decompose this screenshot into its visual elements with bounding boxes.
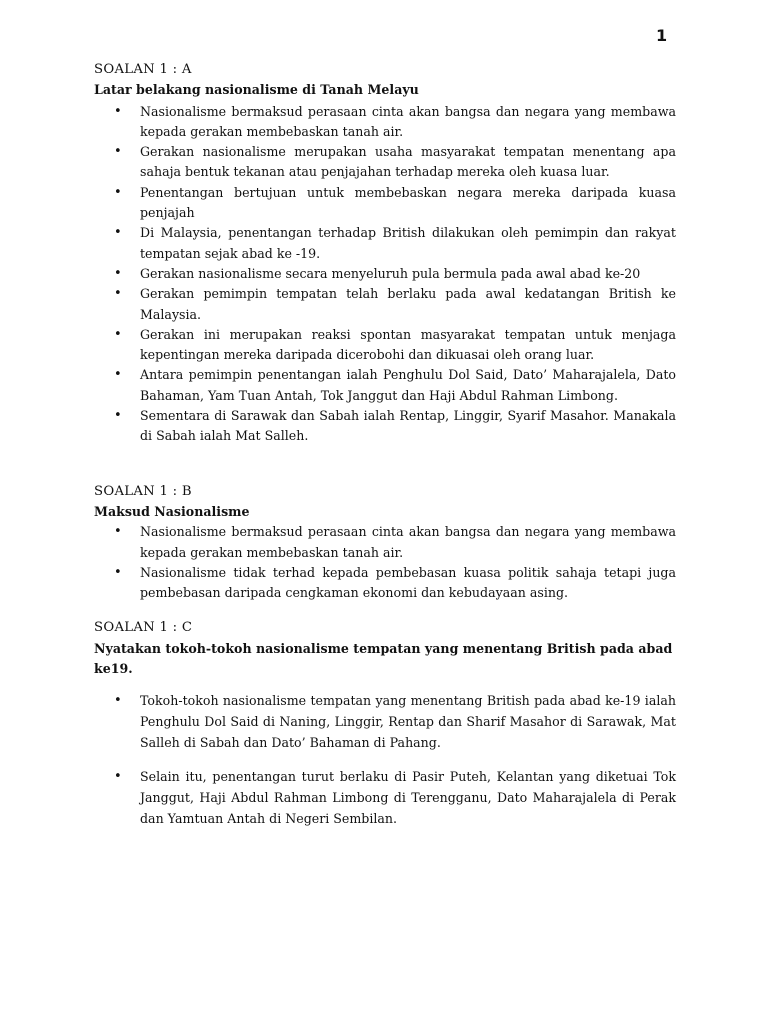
section-soalan-1c — [94, 618, 676, 829]
bullet-list — [94, 102, 676, 447]
bullet-item: • Sementara di Sarawak dan Sabah ialah Rentap, Linggir, Syarif Masahor. Manakala di Sabah ialah Mat Salleh. — [94, 406, 676, 447]
section-soalan-1a — [94, 60, 676, 447]
document-body — [94, 60, 676, 829]
bullet-item: • Nasionalisme bermaksud perasaan cinta akan bangsa dan negara yang membawa kepada gerakan membebaskan tanah air. — [94, 102, 676, 143]
section-subtitle: Nyatakan tokoh-tokoh nasionalisme tempatan yang menentang British pada abad ke19. — [94, 640, 673, 677]
section-heading: SOALAN 1 : A — [94, 62, 192, 77]
bullet-item: • Tokoh-tokoh nasionalisme tempatan yang menentang British pada abad ke-19 ialah Penghulu Dol Said di Naning, Linggir, Rentap dan Sharif Masahor di Sarawak, Mat Salleh di Sabah dan Dato’ Bahaman di Pahang. — [94, 690, 676, 753]
bullet-item: • Gerakan nasionalisme merupakan usaha masyarakat tempatan menentang apa sahaja bentuk tekanan atau penjajahan terhadap mereka oleh kuasa luar. — [94, 142, 676, 183]
section-subtitle: Latar belakang nasionalisme di Tanah Melayu — [94, 82, 419, 98]
bullet-item: • Selain itu, penentangan turut berlaku di Pasir Puteh, Kelantan yang diketuai Tok Janggut, Haji Abdul Rahman Limbong di Terengganu, Dato Maharajalela di Perak dan Yamtuan Antah di Negeri Sembilan. — [94, 766, 676, 829]
bullet-item: • Nasionalisme tidak terhad kepada pembebasan kuasa politik sahaja tetapi juga pembebasan daripada cengkaman ekonomi dan kebudayaan asing. — [94, 563, 676, 604]
bullet-item: • Gerakan ini merupakan reaksi spontan masyarakat tempatan untuk menjaga kepentingan mereka daripada dicerobohi dan dikuasai oleh orang luar. — [94, 325, 676, 366]
bullet-item: • Penentangan bertujuan untuk membebaskan negara mereka daripada kuasa penjajah — [94, 183, 676, 224]
section-soalan-1b — [94, 482, 676, 604]
section-subtitle: Maksud Nasionalisme — [94, 503, 250, 519]
bullet-item: • Gerakan nasionalisme secara menyeluruh pula bermula pada awal abad ke-20 — [94, 264, 676, 284]
page-number: 1 — [656, 26, 668, 45]
section-heading: SOALAN 1 : C — [94, 620, 193, 636]
bullet-item: • Gerakan pemimpin tempatan telah berlaku pada awal kedatangan British ke Malaysia. — [94, 284, 676, 325]
bullet-item: • Antara pemimpin penentangan ialah Penghulu Dol Said, Dato’ Maharajalela, Dato Bahaman, Yam Tuan Antah, Tok Janggut dan Haji Abdul Rahman Limbong. — [94, 365, 676, 406]
bullet-item: • Nasionalisme bermaksud perasaan cinta akan bangsa dan negara yang membawa kepada gerakan membebaskan tanah air. — [94, 522, 676, 563]
bullet-list — [94, 690, 676, 829]
bullet-list — [94, 522, 676, 603]
bullet-item: • Di Malaysia, penentangan terhadap British dilakukan oleh pemimpin dan rakyat tempatan sejak abad ke -19. — [94, 223, 676, 264]
section-heading: SOALAN 1 : B — [94, 483, 192, 499]
